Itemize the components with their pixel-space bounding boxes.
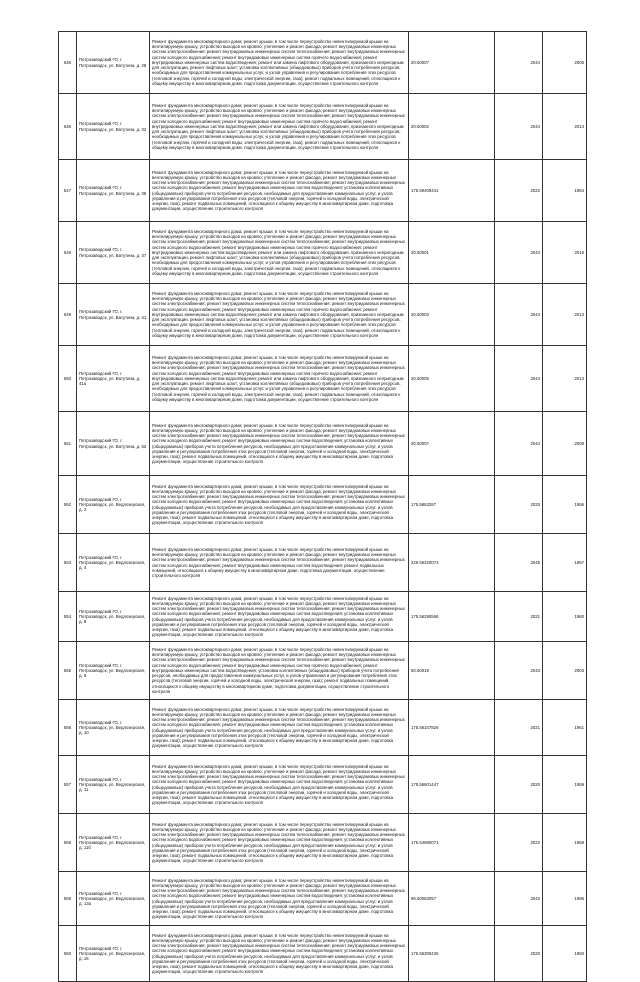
row-build-year: 1961 <box>543 700 587 756</box>
row-address: Петрозаводский ГО, г. Петрозаводск, ул. Ведлозерская, д. 8 <box>77 592 150 642</box>
row-number: 546 <box>59 94 77 160</box>
row-works: Ремонт фундамента многоквартирного дома; ремонт крыши, в том числе переустройство невентилируемой крыши на вентилируемую крышу, устройство выходов на кровлю; утепление и ремонт фасада; ремонт внутридомовых инженерных систем электроснабжения; ремонт внутридомовых инженерных систем теплоснабжения; ремонт внутридомовых инженерных систем холодного водоснабжения; ремонт внутридомовых инженерных систем горячего водоснабжения; ремонт внутридомовых инженерных систем водоотведения; ремонт или замена лифтового оборудования, признанного непригодным для эксплуатации, ремонт лифтовых шахт; установка коллективных (общедомовых) приборов учета потребления ресурсов, необходимых для предоставления коммунальных услуг, и узлов управления и регулирования потребления этих ресурсов (тепловой энергии, горячей и холодной воды, электрической энергии, газа); ремонт подвальных помещений, относящихся к общему имуществу в многоквартирном доме, подготовка документации, осуществление строительного контроля <box>150 346 409 412</box>
row-number: 557 <box>59 756 77 814</box>
row-plan-year: 2044 <box>495 346 543 412</box>
row-number: 560 <box>59 926 77 982</box>
row-code: 20.50007 <box>409 32 495 94</box>
row-plan-year: 2043 <box>495 642 543 700</box>
row-address: Петрозаводский ГО, г. Петрозаводск, ул. Ватутина, д. 41 <box>77 284 150 346</box>
table-row <box>59 592 587 642</box>
row-number: 552 <box>59 476 77 534</box>
row-address: Петрозаводский ГО, г. Петрозаводск, ул. Ватутина, д. 32 <box>77 94 150 160</box>
table-row <box>59 642 587 700</box>
row-build-year: 1959 <box>543 814 587 872</box>
row-number: 550 <box>59 346 77 412</box>
table-row <box>59 756 587 814</box>
row-works: Ремонт фундамента многоквартирного дома; ремонт крыши, в том числе переустройство невентилируемой крыши на вентилируемую крышу, устройство выходов на кровлю; утепление и ремонт фасада; ремонт внутридомовых инженерных систем электроснабжения; ремонт внутридомовых инженерных систем теплоснабжения; ремонт внутридомовых инженерных систем холодного водоснабжения; ремонт внутридомовых инженерных систем водоотведения; установка коллективных (общедомовых) приборов учета потребления ресурсов, необходимых для предоставления коммунальных услуг, и узлов управления и регулирования потребления этих ресурсов (тепловой энергии, горячей и холодной воды, электрической энергии, газа); ремонт подвальных помещений, относящихся к общему имуществу в многоквартирном доме, подготовка документации, осуществление строительного контроля <box>150 412 409 476</box>
row-number: 553 <box>59 534 77 592</box>
row-plan-year: 2022 <box>495 160 543 222</box>
table-row <box>59 700 587 756</box>
row-plan-year: 2022 <box>495 814 543 872</box>
row-address: Петрозаводский ГО, г. Петрозаводск, ул. Ватутина, д. 41а <box>77 346 150 412</box>
row-plan-year: 2044 <box>495 32 543 94</box>
row-plan-year: 2021 <box>495 592 543 642</box>
row-code: 20.50003 <box>409 284 495 346</box>
row-address: Петрозаводский ГО, г. Петрозаводск, ул. Ведлозерская, д. 2 <box>77 476 150 534</box>
row-address: Петрозаводский ГО, г. Петрозаводск, ул. Ведлозерская, д. 13а <box>77 872 150 926</box>
table-row <box>59 222 587 284</box>
row-works: Ремонт фундамента многоквартирного дома; ремонт крыши, в том числе переустройство невентилируемой крыши на вентилируемую крышу, устройство выходов на кровлю; утепление и ремонт фасада; ремонт внутридомовых инженерных систем электроснабжения; ремонт внутридомовых инженерных систем теплоснабжения; ремонт внутридомовых инженерных систем холодного водоснабжения; ремонт внутридомовых инженерных систем водоотведения; установка коллективных (общедомовых) приборов учета потребления ресурсов, необходимых для предоставления коммунальных услуг, и узлов управления и регулирования потребления этих ресурсов (тепловой энергии, горячей и холодной воды, электрической энергии, газа); ремонт подвальных помещений, относящихся к общему имуществу в многоквартирном доме, подготовка документации, осуществление строительного контроля <box>150 926 409 982</box>
row-works: Ремонт фундамента многоквартирного дома; ремонт крыши, в том числе переустройство невентилируемой крыши на вентилируемую крышу, устройство выходов на кровлю; утепление и ремонт фасада; ремонт внутридомовых инженерных систем электроснабжения; ремонт внутридомовых инженерных систем теплоснабжения; ремонт внутридомовых инженерных систем холодного водоснабжения; ремонт внутридомовых инженерных систем горячего водоснабжения; ремонт внутридомовых инженерных систем водоотведения; ремонт или замена лифтового оборудования, признанного непригодным для эксплуатации, ремонт лифтовых шахт; установка коллективных (общедомовых) приборов учета потребления ресурсов, необходимых для предоставления коммунальных услуг, и узлов управления и регулирования потребления этих ресурсов (тепловой энергии, горячей и холодной воды, электрической энергии, газа); ремонт подвальных помещений, относящихся к общему имуществу в многоквартирном доме, подготовка документации, осуществление строительного контроля <box>150 94 409 160</box>
row-code: 20.50002 <box>409 94 495 160</box>
row-works: Ремонт фундамента многоквартирного дома; ремонт крыши, в том числе переустройство невентилируемой крыши на вентилируемую крышу, устройство выходов на кровлю; утепление и ремонт фасада; ремонт внутридомовых инженерных систем электроснабжения; ремонт внутридомовых инженерных систем теплоснабжения; ремонт внутридомовых инженерных систем холодного водоснабжения; ремонт внутридомовых инженерных систем горячего водоснабжения; ремонт внутридомовых инженерных систем водоотведения; ремонт или замена лифтового оборудования, признанного непригодным для эксплуатации, ремонт лифтовых шахт; установка коллективных (общедомовых) приборов учета потребления ресурсов, необходимых для предоставления коммунальных услуг, и узлов управления и регулирования потребления этих ресурсов (тепловой энергии, горячей и холодной воды, электрической энергии, газа); ремонт подвальных помещений, относящихся к общему имуществу в многоквартирном доме, подготовка документации, осуществление строительного контроля <box>150 32 409 94</box>
table-row <box>59 160 587 222</box>
row-code: 96.50063057 <box>409 872 495 926</box>
row-works: Ремонт фундамента многоквартирного дома; ремонт крыши, в том числе переустройство невентилируемой крыши на вентилируемую крышу, устройство выходов на кровлю; утепление и ремонт фасада; ремонт внутридомовых инженерных систем электроснабжения; ремонт внутридомовых инженерных систем теплоснабжения; ремонт внутридомовых инженерных систем холодного водоснабжения; ремонт внутридомовых инженерных систем водоотведения; установка коллективных (общедомовых) приборов учета потребления ресурсов, необходимых для предоставления коммунальных услуг, и узлов управления и регулирования потребления этих ресурсов (тепловой энергии, горячей и холодной воды, электрической энергии, газа); ремонт подвальных помещений, относящихся к общему имуществу в многоквартирном доме, подготовка документации, осуществление строительного контроля <box>150 872 409 926</box>
row-number: 549 <box>59 284 77 346</box>
document-page <box>58 31 586 982</box>
row-address: Петрозаводский ГО, г. Петрозаводск, ул. Ватутина, д. 37 <box>77 222 150 284</box>
row-plan-year: 2021 <box>495 700 543 756</box>
row-number: 559 <box>59 872 77 926</box>
table-body <box>59 32 587 982</box>
row-works: Ремонт фундамента многоквартирного дома; ремонт крыши, в том числе переустройство невентилируемой крыши на вентилируемую крышу, устройство выходов на кровлю; утепление и ремонт фасада; ремонт внутридомовых инженерных систем электроснабжения; ремонт внутридомовых инженерных систем теплоснабжения; ремонт внутридомовых инженерных систем холодного водоснабжения; ремонт внутридомовых инженерных систем водоотведения; установка коллективных (общедомовых) приборов учета потребления ресурсов, необходимых для предоставления коммунальных услуг, и узлов управления и регулирования потребления этих ресурсов (тепловой энергии, горячей и холодной воды, электрической энергии, газа); ремонт подвальных помещений, относящихся к общему имуществу в многоквартирном доме, подготовка документации, осуществление строительного контроля <box>150 756 409 814</box>
row-address: Петрозаводский ГО, г. Петрозаводск, ул. Ведлозерская, д. 9 <box>77 642 150 700</box>
row-number: 558 <box>59 814 77 872</box>
row-code: 175.55300426 <box>409 926 495 982</box>
row-build-year: 2015 <box>543 222 587 284</box>
row-number: 554 <box>59 592 77 642</box>
row-number: 548 <box>59 222 77 284</box>
row-number: 555 <box>59 642 77 700</box>
row-address: Петрозаводский ГО, г. Петрозаводск, ул. Ведлозерская, д. 4 <box>77 534 150 592</box>
row-code: 20.50005 <box>409 346 495 412</box>
row-address: Петрозаводский ГО, г. Петрозаводск, ул. Ватутина, д. 52 <box>77 412 150 476</box>
row-build-year: 2005 <box>543 32 587 94</box>
row-build-year: 2013 <box>543 346 587 412</box>
row-code: 175.55601447 <box>409 756 495 814</box>
row-address: Петрозаводский ГО, г. Петрозаводск, ул. Ватутина, д. 35 <box>77 160 150 222</box>
repair-program-table <box>58 31 587 982</box>
row-plan-year: 2042 <box>495 872 543 926</box>
table-row <box>59 926 587 982</box>
row-works: Ремонт фундамента многоквартирного дома; ремонт крыши, в том числе переустройство невентилируемой крыши на вентилируемую крышу, устройство выходов на кровлю; утепление и ремонт фасада; ремонт внутридомовых инженерных систем электроснабжения; ремонт внутридомовых инженерных систем теплоснабжения; ремонт внутридомовых инженерных систем холодного водоснабжения; ремонт внутридомовых инженерных систем водоотведения; установка коллективных (общедомовых) приборов учета потребления ресурсов, необходимых для предоставления коммунальных услуг, и узлов управления и регулирования потребления этих ресурсов (тепловой энергии, горячей и холодной воды, электрической энергии, газа); ремонт подвальных помещений, относящихся к общему имуществу в многоквартирном доме, подготовка документации, осуществление строительного контроля <box>150 476 409 534</box>
row-build-year: 2009 <box>543 412 587 476</box>
row-plan-year: 2020 <box>495 756 543 814</box>
row-build-year: 1964 <box>543 160 587 222</box>
row-code: 50.60019 <box>409 642 495 700</box>
row-code: 175.56107826 <box>409 700 495 756</box>
row-plan-year: 2044 <box>495 222 543 284</box>
table-row <box>59 476 587 534</box>
table-row <box>59 284 587 346</box>
row-build-year: 2003 <box>543 642 587 700</box>
row-plan-year: 2020 <box>495 926 543 982</box>
row-code: 175.59409441 <box>409 160 495 222</box>
row-works: Ремонт фундамента многоквартирного дома; ремонт крыши, в том числе переустройство невентилируемой крыши на вентилируемую крышу, устройство выходов на кровлю; утепление и ремонт фасада; ремонт внутридомовых инженерных систем электроснабжения; ремонт внутридомовых инженерных систем теплоснабжения; ремонт внутридомовых инженерных систем холодного водоснабжения; ремонт внутридомовых инженерных систем водоотведения; установка коллективных (общедомовых) приборов учета потребления ресурсов, необходимых для предоставления коммунальных услуг, и узлов управления и регулирования потребления этих ресурсов (тепловой энергии, горячей и холодной воды, электрической энергии, газа); ремонт подвальных помещений, относящихся к общему имуществу в многоквартирном доме, подготовка документации, осуществление строительного контроля <box>150 814 409 872</box>
row-plan-year: 2044 <box>495 412 543 476</box>
row-build-year: 1956 <box>543 476 587 534</box>
row-plan-year: 2045 <box>495 534 543 592</box>
table-row <box>59 346 587 412</box>
table-row <box>59 534 587 592</box>
row-code: 175.56290558 <box>409 592 495 642</box>
row-works: Ремонт фундамента многоквартирного дома; ремонт крыши, в том числе переустройство невентилируемой крыши на вентилируемую крышу, устройство выходов на кровлю; утепление и ремонт фасада; ремонт внутридомовых инженерных систем электроснабжения; ремонт внутридомовых инженерных систем теплоснабжения; ремонт внутридомовых инженерных систем холодного водоснабжения; ремонт внутридомовых инженерных систем горячего водоснабжения; ремонт внутридомовых инженерных систем водоотведения; ремонт или замена лифтового оборудования, признанного непригодным для эксплуатации, ремонт лифтовых шахт; установка коллективных (общедомовых) приборов учета потребления ресурсов, необходимых для предоставления коммунальных услуг, и узлов управления и регулирования потребления этих ресурсов (тепловой энергии, горячей и холодной воды, электрической энергии, газа); ремонт подвальных помещений, относящихся к общему имуществу в многоквартирном доме, подготовка документации, осуществление строительного контроля <box>150 222 409 284</box>
row-number: 547 <box>59 160 77 222</box>
row-code: 20.50007 <box>409 412 495 476</box>
row-code: 229.55320073 <box>409 534 495 592</box>
table-row <box>59 32 587 94</box>
table-row <box>59 872 587 926</box>
row-works: Ремонт фундамента многоквартирного дома; ремонт крыши, в том числе переустройство невентилируемой крыши на вентилируемую крышу, устройство выходов на кровлю; утепление и ремонт фасада; ремонт внутридомовых инженерных систем электроснабжения; ремонт внутридомовых инженерных систем теплоснабжения; ремонт внутридомовых инженерных систем холодного водоснабжения; ремонт внутридомовых инженерных систем горячего водоснабжения; ремонт внутридомовых инженерных систем водоотведения; установка коллективных (общедомовых) приборов учета потребления ресурсов, необходимых для предоставления коммунальных услуг, и узлов управления и регулирования потребления этих ресурсов (тепловой энергии, горячей и холодной воды, электрической энергии, газа); ремонт подвальных помещений, относящихся к общему имуществу в многоквартирном доме, подготовка документации, осуществление строительного контроля <box>150 642 409 700</box>
row-address: Петрозаводский ГО, г. Петрозаводск, ул. Ватутина, д. 28 <box>77 32 150 94</box>
row-address: Петрозаводский ГО, г. Петрозаводск, ул. Ведлозерская, д. 11 <box>77 756 150 814</box>
row-code: 175.54680071 <box>409 814 495 872</box>
row-build-year: 1957 <box>543 534 587 592</box>
row-plan-year: 2033 <box>495 476 543 534</box>
row-build-year: 1996 <box>543 872 587 926</box>
row-works: Ремонт фундамента многоквартирного дома; ремонт крыши, в том числе переустройство невентилируемой крыши на вентилируемую крышу, устройство выходов на кровлю; утепление и ремонт фасада; ремонт внутридомовых инженерных систем электроснабжения; ремонт внутридомовых инженерных систем теплоснабжения; ремонт внутридомовых инженерных систем холодного водоснабжения; ремонт внутридомовых инженерных систем водоотведения; установка коллективных (общедомовых) приборов учета потребления ресурсов, необходимых для предоставления коммунальных услуг, и узлов управления и регулирования потребления этих ресурсов (тепловой энергии, горячей и холодной воды, электрической энергии, газа); ремонт подвальных помещений, относящихся к общему имуществу в многоквартирном доме, подготовка документации, осуществление строительного контроля <box>150 700 409 756</box>
row-plan-year: 2044 <box>495 94 543 160</box>
row-works: Ремонт фундамента многоквартирного дома; ремонт крыши, в том числе переустройство невентилируемой крыши на вентилируемую крышу, устройство выходов на кровлю; утепление и ремонт фасада; ремонт внутридомовых инженерных систем электроснабжения; ремонт внутридомовых инженерных систем теплоснабжения; ремонт внутридомовых инженерных систем холодного водоснабжения; ремонт внутридомовых инженерных систем водоотведения; ремонт подвальных помещений, относящихся к общему имуществу в многоквартирном доме, подготовка документации, осуществление строительного контроля <box>150 534 409 592</box>
row-build-year: 2014 <box>543 94 587 160</box>
table-row <box>59 814 587 872</box>
row-number: 546 <box>59 32 77 94</box>
row-works: Ремонт фундамента многоквартирного дома; ремонт крыши, в том числе переустройство невентилируемой крыши на вентилируемую крышу, устройство выходов на кровлю; утепление и ремонт фасада; ремонт внутридомовых инженерных систем электроснабжения; ремонт внутридомовых инженерных систем теплоснабжения; ремонт внутридомовых инженерных систем холодного водоснабжения; ремонт внутридомовых инженерных систем горячего водоснабжения; ремонт внутридомовых инженерных систем водоотведения; ремонт или замена лифтового оборудования, признанного непригодным для эксплуатации, ремонт лифтовых шахт; установка коллективных (общедомовых) приборов учета потребления ресурсов, необходимых для предоставления коммунальных услуг, и узлов управления и регулирования потребления этих ресурсов (тепловой энергии, горячей и холодной воды, электрической энергии, газа); ремонт подвальных помещений, относящихся к общему имуществу в многоквартирном доме, подготовка документации, осуществление строительного контроля <box>150 284 409 346</box>
row-number: 551 <box>59 412 77 476</box>
row-works: Ремонт фундамента многоквартирного дома; ремонт крыши, в том числе переустройство невентилируемой крыши на вентилируемую крышу, устройство выходов на кровлю; утепление и ремонт фасада; ремонт внутридомовых инженерных систем электроснабжения; ремонт внутридомовых инженерных систем теплоснабжения; ремонт внутридомовых инженерных систем холодного водоснабжения; ремонт внутридомовых инженерных систем водоотведения; установка коллективных (общедомовых) приборов учета потребления ресурсов, необходимых для предоставления коммунальных услуг, и узлов управления и регулирования потребления этих ресурсов (тепловой энергии, горячей и холодной воды, электрической энергии, газа); ремонт подвальных помещений, относящихся к общему имуществу в многоквартирном доме, подготовка документации, осуществление строительного контроля <box>150 160 409 222</box>
row-works: Ремонт фундамента многоквартирного дома; ремонт крыши, в том числе переустройство невентилируемой крыши на вентилируемую крышу, устройство выходов на кровлю; утепление и ремонт фасада; ремонт внутридомовых инженерных систем электроснабжения; ремонт внутридомовых инженерных систем теплоснабжения; ремонт внутридомовых инженерных систем холодного водоснабжения; ремонт внутридомовых инженерных систем водоотведения; установка коллективных (общедомовых) приборов учета потребления ресурсов, необходимых для предоставления коммунальных услуг, и узлов управления и регулирования потребления этих ресурсов (тепловой энергии, горячей и холодной воды, электрической энергии, газа); ремонт подвальных помещений, относящихся к общему имуществу в многоквартирном доме, подготовка документации, осуществление строительного контроля <box>150 592 409 642</box>
row-code: 20.50001 <box>409 222 495 284</box>
row-number: 556 <box>59 700 77 756</box>
row-plan-year: 2044 <box>495 284 543 346</box>
row-build-year: 1960 <box>543 926 587 982</box>
row-address: Петрозаводский ГО, г. Петрозаводск, ул. Ведлозерская, д. 16 <box>77 926 150 982</box>
row-build-year: 1959 <box>543 756 587 814</box>
row-build-year: 1960 <box>543 592 587 642</box>
table-row <box>59 412 587 476</box>
table-row <box>59 94 587 160</box>
row-address: Петрозаводский ГО, г. Петрозаводск, ул. Ведлозерская, д. 10 <box>77 700 150 756</box>
row-build-year: 2013 <box>543 284 587 346</box>
row-code: 175.5953287 <box>409 476 495 534</box>
row-address: Петрозаводский ГО, г. Петрозаводск, ул. Ведлозерская, д. 11б <box>77 814 150 872</box>
